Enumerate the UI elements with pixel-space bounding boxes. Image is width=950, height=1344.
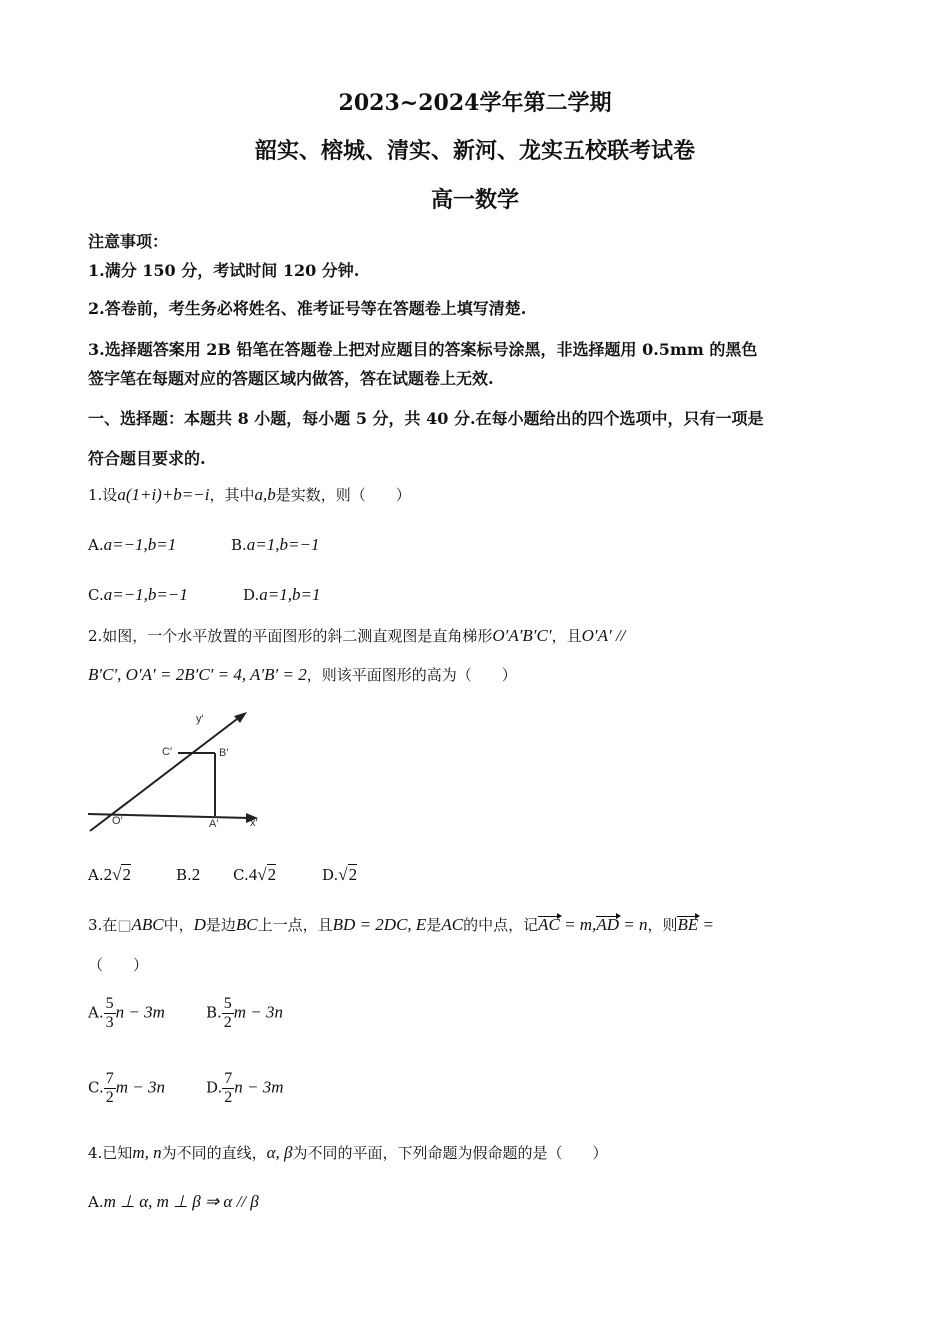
question-2-stem-line1 [88, 625, 625, 646]
q2-option-d-label: D. [322, 866, 339, 884]
q3-option-a-rest: n − 3m [115, 1002, 165, 1022]
q1-option-d[interactable] [243, 585, 320, 605]
exam-subject-title: 高一数学 [430, 187, 519, 213]
q3-eq-m: = m, [559, 915, 597, 934]
q3-text-1: 中， [163, 916, 194, 934]
q3-option-a-den: 3 [105, 1014, 114, 1031]
q3-option-d-rest: n − 3m [234, 1077, 284, 1097]
q3-option-d-num: 7 [224, 1070, 233, 1087]
q3-text-4: 是 [426, 916, 442, 934]
q1-option-c-text: a=−1,b=−1 [103, 585, 188, 604]
q3-equals: = [698, 915, 714, 934]
q2-option-c-coef: 4 [248, 865, 258, 884]
q1-option-a-label: A. [88, 536, 104, 554]
q2-option-c-radicand: 2 [267, 865, 277, 884]
q1-mid: ，其中 [209, 486, 255, 504]
q1-vars: a,b [254, 485, 276, 504]
section-1-heading-line2: 符合题目要求的. [88, 449, 206, 468]
q1-option-a-text: a=−1,b=1 [103, 535, 177, 554]
q2-and: ，且 [551, 627, 582, 645]
q4-text-1: 为不同的直线， [161, 1144, 267, 1162]
q3-option-c-den: 2 [105, 1089, 114, 1106]
q2-trapezoid: O′A′B′C′ [492, 626, 552, 645]
q1-option-a[interactable] [88, 535, 176, 555]
origin-label: O′ [112, 815, 123, 827]
q3-option-d-den: 2 [224, 1089, 233, 1106]
y-axis-arrow-icon [234, 712, 247, 723]
q3-option-b-fraction [222, 995, 234, 1032]
q4-option-a-text: m ⊥ α, m ⊥ β ⇒ α // β [103, 1192, 259, 1211]
q3-option-d[interactable] [206, 1070, 284, 1107]
q2-figure [82, 708, 272, 838]
note-2: 2.答卷前，考生务必将姓名、准考证号等在答题卷上填写清楚. [88, 299, 527, 318]
q2-suffix: ，则该平面图形的高为（ ） [306, 666, 517, 684]
q1-option-c[interactable] [88, 585, 188, 605]
q2-option-a[interactable]: A.2√2 [88, 865, 131, 884]
q2-option-d-radicand: 2 [348, 865, 358, 884]
q3-option-b[interactable] [206, 995, 283, 1032]
q1-suffix: 是实数，则（ ） [275, 486, 411, 504]
note-3-line1: 3.选择题答案用 2B 铅笔在答题卷上把对应题目的答案标号涂黑，非选择题用 0.5mm 的黑色 [88, 340, 758, 359]
q3-answer-paren: （ ） [88, 956, 149, 974]
q4-option-a[interactable] [88, 1192, 259, 1212]
point-c-label: C′ [162, 746, 173, 758]
section-1-heading-line1: 一、选择题：本题共 8 小题，每小题 5 分，共 40 分.在每小题给出的四个选项中，只有一项是 [88, 409, 764, 428]
q1-equation: a(1+i)+b=−i [117, 485, 210, 504]
note-1: 1.满分 150 分，考试时间 120 分钟. [88, 261, 360, 280]
q3-option-d-fraction [222, 1070, 234, 1107]
q3-point-d: D [193, 915, 206, 934]
q1-option-b[interactable] [231, 535, 319, 555]
exam-schools-title: 韶实、榕城、清实、新河、龙实五校联考试卷 [254, 138, 695, 164]
q4-option-a-label: A. [88, 1193, 104, 1211]
triangle-symbol: □ [117, 916, 132, 934]
q1-option-d-label: D. [243, 586, 260, 604]
q3-option-b-den: 2 [223, 1014, 232, 1031]
q2-option-b[interactable] [176, 865, 200, 885]
point-a-label: A′ [209, 818, 219, 830]
q2-conditions: B′C′, O′A′ = 2B′C′ = 4, A′B′ = 2 [88, 665, 307, 684]
question-3-stem [88, 914, 714, 935]
q1-prefix: 1.设 [88, 486, 118, 504]
q3-prefix: 3.在 [88, 916, 118, 934]
q4-prefix: 4.已知 [88, 1144, 133, 1162]
q1-option-b-text: a=1,b=−1 [246, 535, 320, 554]
q3-side-ac: AC [441, 915, 464, 934]
q2-option-a-label: A. [88, 866, 104, 884]
vector-ad: AD [596, 915, 619, 934]
q1-option-d-text: a=1,b=1 [259, 585, 321, 604]
q3-text-2: 是边 [205, 916, 236, 934]
q4-planes: α, β [266, 1143, 293, 1162]
q3-text-3: 上一点，且 [257, 916, 333, 934]
question-2-stem-line2 [88, 664, 517, 685]
q1-option-c-label: C. [88, 586, 104, 604]
q2-option-a-radicand: 2 [122, 865, 131, 884]
q3-option-a-label: A. [88, 1003, 104, 1022]
q3-option-b-label: B. [206, 1003, 222, 1022]
question-1-stem [88, 484, 411, 505]
vector-be: BE [677, 915, 699, 934]
q2-option-d[interactable]: D.√2 [322, 865, 358, 884]
q2-option-b-label: B. [176, 866, 192, 884]
q4-text-2: 为不同的平面，下列命题为假命题的是（ ） [292, 1144, 608, 1162]
q3-option-c[interactable] [88, 1070, 165, 1107]
question-4-stem [88, 1142, 608, 1163]
q1-option-b-label: B. [231, 536, 247, 554]
q3-option-b-rest: m − 3n [233, 1002, 284, 1022]
q3-option-b-num: 5 [223, 995, 232, 1012]
q3-eq-n: = n [618, 915, 648, 934]
q3-option-a-fraction [104, 995, 116, 1032]
q3-side-bc: BC [235, 915, 258, 934]
q3-text-5: 的中点，记 [463, 916, 539, 934]
q2-parallel: O′A′ // [581, 626, 626, 645]
q3-option-c-num: 7 [105, 1070, 114, 1087]
q3-option-a[interactable] [88, 995, 165, 1032]
exam-year-title: 2023~2024学年第二学期 [338, 90, 612, 116]
q3-triangle: ABC [131, 915, 164, 934]
vector-ac: AC [538, 915, 560, 934]
q2-option-c[interactable]: C.4√2 [233, 865, 277, 884]
point-b-label: B′ [219, 747, 229, 759]
q3-option-c-rest: m − 3n [115, 1077, 165, 1097]
q3-option-d-label: D. [206, 1078, 223, 1097]
q3-text-6: ，则 [647, 916, 678, 934]
q3-option-c-label: C. [88, 1078, 104, 1097]
q2-text: 2.如图，一个水平放置的平面图形的斜二测直观图是直角梯形 [88, 627, 493, 645]
q2-option-c-label: C. [233, 866, 249, 884]
q3-condition: BD = 2DC, E [332, 915, 427, 934]
q2-option-b-text: 2 [191, 865, 201, 884]
q2-option-a-coef: 2 [103, 865, 113, 884]
q4-lines: m, n [132, 1143, 162, 1162]
y-axis-label: y′ [196, 713, 204, 725]
note-3-line2: 签字笔在每题对应的答题区域内做答，答在试题卷上无效. [88, 369, 494, 388]
notes-heading: 注意事项： [88, 232, 169, 251]
x-axis-label: x′ [250, 817, 258, 829]
q3-option-c-fraction [104, 1070, 116, 1107]
q3-option-a-num: 5 [105, 995, 114, 1012]
